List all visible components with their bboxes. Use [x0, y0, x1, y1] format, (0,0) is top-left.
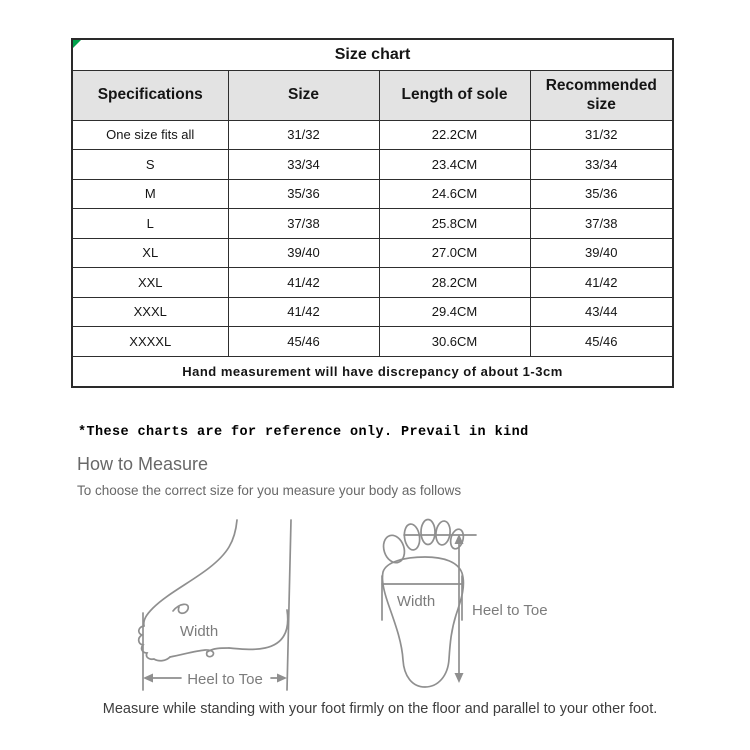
width-label: Width	[179, 623, 219, 640]
column-header-specifications: Specifications	[72, 70, 228, 120]
cell-size: 31/32	[228, 120, 379, 150]
how-to-measure-subheading: To choose the correct size for you measure your body as follows	[77, 483, 462, 498]
cell-size: 37/38	[228, 209, 379, 239]
table-row	[72, 327, 673, 357]
leg-back-line	[287, 520, 291, 690]
heel-outline	[229, 610, 288, 649]
cell-spec: M	[72, 179, 228, 209]
cell-length: 25.8CM	[379, 209, 530, 239]
toe	[421, 520, 435, 545]
table-row	[72, 120, 673, 150]
cell-recommended: 33/34	[530, 150, 673, 180]
heel-to-toe-label: Heel to Toe	[472, 602, 548, 619]
lace-swirl	[173, 604, 188, 613]
cell-size: 41/42	[228, 268, 379, 298]
arrowhead-left	[143, 674, 153, 683]
cell-size: 33/34	[228, 150, 379, 180]
how-to-measure-heading: How to Measure	[77, 454, 209, 474]
cell-size: 45/46	[228, 327, 379, 357]
measure-caption: Measure while standing with your foot firmly on the floor and parallel to your other foot.	[102, 701, 658, 717]
sole-outline-2	[207, 648, 229, 652]
table-row	[72, 297, 673, 327]
cell-recommended: 41/42	[530, 268, 673, 298]
green-corner-marker	[73, 40, 81, 48]
cell-recommended: 35/36	[530, 179, 673, 209]
width-label: Width	[396, 593, 436, 610]
cell-recommended: 39/40	[530, 238, 673, 268]
toe	[435, 520, 452, 546]
cell-size: 35/36	[228, 179, 379, 209]
cell-spec: XXXL	[72, 297, 228, 327]
instep-outline	[144, 520, 237, 626]
table-footnote: Hand measurement will have discrepancy of about 1-3cm	[72, 356, 673, 387]
cell-length: 23.4CM	[379, 150, 530, 180]
cell-length: 22.2CM	[379, 120, 530, 150]
cell-length: 29.4CM	[379, 297, 530, 327]
table-row	[72, 238, 673, 268]
cell-recommended: 37/38	[530, 209, 673, 239]
cell-length: 27.0CM	[379, 238, 530, 268]
arrowhead-down	[455, 673, 464, 683]
table-row	[72, 150, 673, 180]
cell-size: 41/42	[228, 297, 379, 327]
table-footnote-row	[72, 356, 673, 387]
table-row	[72, 179, 673, 209]
size-table	[71, 38, 674, 388]
cell-length: 24.6CM	[379, 179, 530, 209]
table-header-row	[72, 70, 673, 120]
cell-recommended: 45/46	[530, 327, 673, 357]
reference-note: *These charts are for reference only. Prevail in kind	[78, 425, 529, 440]
footprint-outline	[382, 557, 463, 687]
table-title: Size chart	[72, 39, 673, 70]
top-view-foot-diagram	[368, 512, 582, 702]
column-header-recommended-size: Recommended size	[530, 70, 673, 120]
cell-spec: XXXXL	[72, 327, 228, 357]
column-header-length-of-sole: Length of sole	[379, 70, 530, 120]
cell-spec: One size fits all	[72, 120, 228, 150]
cell-length: 30.6CM	[379, 327, 530, 357]
table-row	[72, 209, 673, 239]
table-title-row	[72, 39, 673, 70]
heel-to-toe-label: Heel to Toe	[187, 671, 263, 688]
column-header-size: Size	[228, 70, 379, 120]
side-view-foot-diagram	[133, 518, 379, 700]
cell-recommended: 43/44	[530, 297, 673, 327]
cell-spec: XL	[72, 238, 228, 268]
arrowhead-right	[277, 674, 287, 683]
cell-size: 39/40	[228, 238, 379, 268]
toe	[403, 523, 421, 551]
cell-recommended: 31/32	[530, 120, 673, 150]
table-row	[72, 268, 673, 298]
cell-spec: S	[72, 150, 228, 180]
cell-length: 28.2CM	[379, 268, 530, 298]
cell-spec: XXL	[72, 268, 228, 298]
cell-spec: L	[72, 209, 228, 239]
